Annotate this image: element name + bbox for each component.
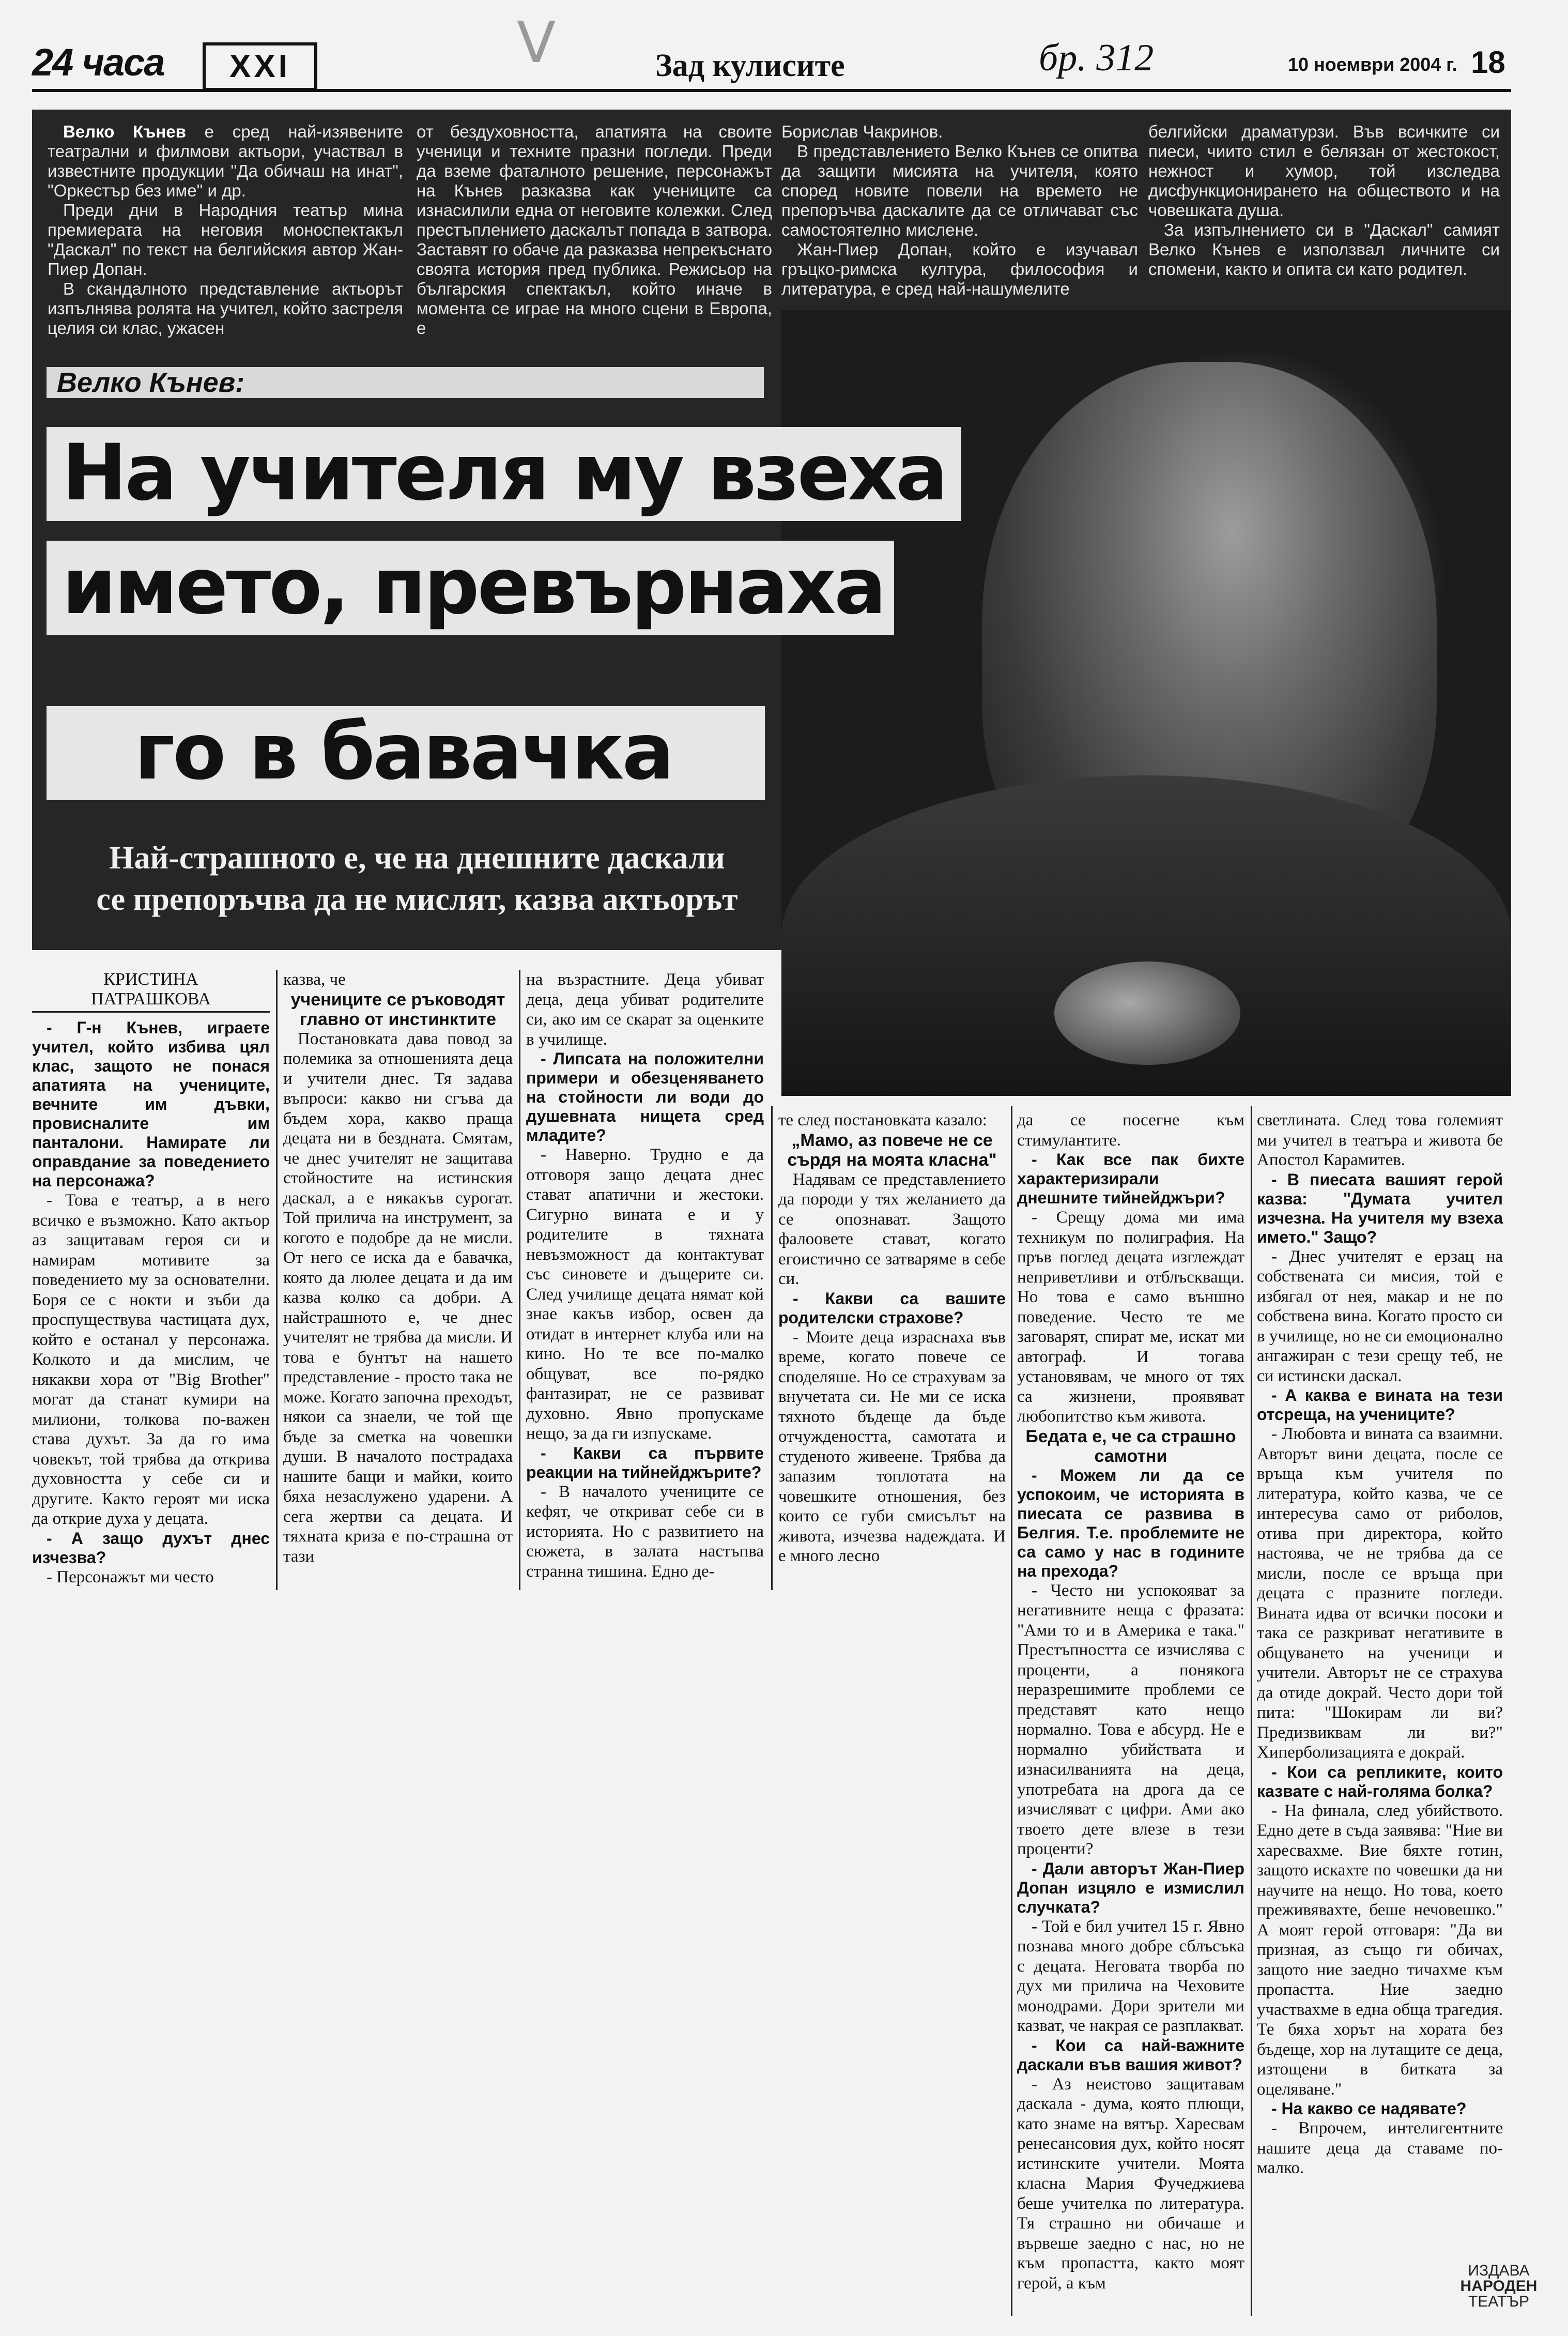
intro-column-2 (417, 122, 772, 338)
column-divider (1011, 1106, 1012, 2316)
interview-answer: - Това е театър, а в него всичко е възможно. Като актьор аз защитавам героя си и намирам мотивите за поведението му за основателни. Боря се с нокти и зъби да проспуществува частицата дух, който е останал у персонажа. Колкото и да мислим, че някакви хора от "Big Brother" могат да станат кумири на милиони, толкова по-важен става духът. За да го има човекът, той трябва да открива духовността у себе си и другите. Както героят ми иска да открие духа у децата. (32, 1191, 270, 1528)
interview-question: - На какво се надявате? (1271, 2099, 1467, 2118)
article-subheading: учениците се ръководят главно от инстинктите (290, 989, 505, 1029)
article-paragraph: казва, че (283, 970, 346, 989)
subheadline-line-1: Най-страшното е, че на днешните даскали (109, 841, 725, 876)
interview-answer: - Често ни успокояват за негативните неща с фразата: "Ами то и в Америка е така." Престъпността се изчислява с проценти, а понякога неразрешимите проблеми се представят като нещо нормално. Това е абсурд. Не е нормално убийствата и изнасилванията на деца, употребата на дрога да се изчисляват с цифри. Ами ако твоето дете влезе в тези проценти? (1017, 1581, 1244, 1858)
handwritten-issue-note: бр. 312 (1039, 37, 1154, 79)
interview-question: - Можем ли да се успокоим, че историята в пиесата се развива в Белгия. Т.е. проблемите не са само у нас в годините на прехода? (1017, 1465, 1244, 1580)
intro-paragraph: от бездуховността, апатията на своите ученици и техните празни погледи. Преди да вземе фаталното решение, персонажът на Кънев разказва как учениците са изнасилили една от неговите колежки. След престъплението даскалът попада в затвора. Заставят го обаче да разказва непрекъснато своята история пред публика. Режисьор на българския спектакъл, който иначе в момента се играе на много сцени в Европа, е (417, 122, 772, 338)
intro-paragraph: Преди дни в Народния театър мина премиерата на неговия моноспектакъл "Даскал" по текст на белгийския автор Жан-Пиер Допан. (48, 201, 403, 279)
article-subheading: „Мамо, аз повече не се сърдя на моята класна" (787, 1130, 997, 1170)
interview-answer: - Срещу дома ми има техникум по полиграфия. На пръв поглед децата изглеждат неприветливи и отблъскващи. Но това е само външно поведение. Често те ме заговарят, спират ме, искат ми автограф. И тогава установявам, че много от тях са жизнени, проявяват любопитство към живота. (1017, 1208, 1244, 1426)
interview-question: - Кои са най-важните даскали във вашия живот? (1017, 2036, 1244, 2074)
interview-answer: - Той е бил учител 15 г. Явно познава много добре сблъсъка с децата. Неговата творба по дух ми прилича на Чеховите монодрами. Дори зрители ми казват, че накрая се разплакват. (1017, 1917, 1244, 2035)
interview-question: - Г-н Кънев, играете учител, който избива цял клас, защото не понася апатията на учениците, вечните им дъвки, провисналите им панталони. Намирате ли оправдание за поведението на персонажа? (32, 1018, 270, 1190)
portrait-photo-hand (1054, 961, 1240, 1065)
article-subheading: Бедата е, че са страшно самотни (1025, 1426, 1236, 1466)
article-column-6 (1257, 1110, 1503, 2178)
article-column-1 (32, 1018, 270, 1587)
byline (32, 970, 270, 1009)
article-column-4 (778, 1110, 1006, 1566)
headline-line-3: го в бавачка (47, 706, 765, 800)
intro-column-3 (781, 122, 1138, 299)
article-column-3 (526, 970, 764, 1581)
article-paragraph: да се посегне към стимулантите. (1017, 1111, 1244, 1150)
interview-question: - А защо духът днес изчезва? (32, 1529, 270, 1567)
stamp-line: НАРОДЕН (1460, 2278, 1538, 2295)
column-divider (1251, 1106, 1252, 2316)
interview-answer: - Любовта и вината са взаимни. Авторът вини децата, после се връща към учителя по литература, който казва, че се интересува само от риболов, отива при директора, който настоява, че не трябва да се мисли, после се връща при децата с празните погледи. Вината идва от всички посоки и така се разкриват негативите в общуването на ученици и учители. Авторът не се страхува да отиде докрай. Често дори той пита: "Шокирам ли ви? Предизвиквам ли ви?" Хиперболизацията е докрай. (1257, 1425, 1503, 1762)
newspaper-logo-box: XXI (203, 42, 317, 91)
theatre-stamp (1452, 2263, 1545, 2310)
intro-paragraph: Жан-Пиер Допан, който е изучавал гръцко-римска култура, философия и литература, е сред най-нашумелите (781, 240, 1138, 298)
interview-answer: - Персонажът ми често (47, 1567, 214, 1586)
intro-paragraph: Велко Кънев е сред най-изявените театрални и филмови актьори, участвал в известните продукции "Да обичаш на инат", "Оркестър без име" и др. (48, 122, 403, 200)
intro-paragraph: В представлението Велко Кънев се опитва да защити мисията на учителя, която според новите повели на времето не препоръчва даскалите да се отличават със самостоятелно мислене. (781, 142, 1138, 239)
stamp-line: ТЕАТЪР (1468, 2293, 1530, 2310)
article-paragraph: светлината. След това големият ми учител в театъра и живота бе Апостол Карамитев. (1257, 1111, 1503, 1169)
byline-rule (32, 1011, 270, 1013)
intro-paragraph: Борислав Чакринов. (781, 122, 943, 141)
interview-question: - Как все пак бихте характеризирали днешните тийнейджъри? (1017, 1150, 1244, 1207)
interview-answer: - Аз неистово защитавам даскала - дума, която плющи, като знаме на вятър. Харесвам ренесансовия дух, който носят истинските учители. Моята класна Мария Фучеджиева беше учителка по литература. Тя страшно ни обичаше и вървеше заедно с нас, но не към пропастта, както моят герой, а към (1017, 2074, 1244, 2293)
intro-column-4 (1148, 122, 1500, 279)
intro-paragraph: За изпълнението си в "Даскал" самият Велко Кънев е използвал личните си спомени, както и опита си като родител. (1148, 220, 1500, 279)
interview-question: - Кои са репликите, които казвате с най-голяма болка? (1257, 1762, 1503, 1800)
column-divider (771, 1106, 773, 1590)
intro-column-1 (48, 122, 403, 338)
interview-answer: - В началото учениците се кефят, че откриват себе си в историята. Но с развитието на сюжета, в залата настъпва странна тишина. Едно де- (526, 1482, 764, 1581)
column-divider (519, 970, 520, 1590)
interview-question: - Какви са първите реакции на тийнейджърите? (526, 1443, 764, 1482)
article-paragraph: Надявам се представлението да породи у тях желанието да се опознават. Защото фалоовете стават, когато егоистично се затваряме в себе си. (778, 1170, 1006, 1288)
interview-answer: - Днес учителят е ерзац на собствената си мисия, той е избягал от нея, макар и не по собствена вина. Когато просто си в училище, но не си емоционално ангажиран с тези срещу теб, не си истински даскал. (1257, 1247, 1503, 1385)
interview-question: - Какви са вашите родителски страхове? (778, 1289, 1006, 1327)
interview-question: - Дали авторът Жан-Пиер Допан изцяло е измислил случката? (1017, 1859, 1244, 1916)
interview-question: - Липсата на положителни примери и обезценяването на стойности ли води до душевната нищета сред младите? (526, 1049, 764, 1144)
intro-paragraph: В скандалното представление актьорът изпълнява ролята на учител, който застреля целия си клас, ужасен (48, 279, 403, 338)
interview-answer: - Моите деца израснаха във време, когато повече се споделяше. Но се страхувам за внучетата си. Не ми се иска тяхното бъдеще да бъде отчуждеността, самотата и студеното живеене. Трябва да запазим топлотата на човешките отношения, без които се губи смисълът на живота, изчезва надеждата. И е много лесно (778, 1327, 1006, 1565)
interview-question: - В пиесата вашият герой казва: "Думата учител изчезна. На учителя му взеха името." Защо? (1257, 1170, 1503, 1246)
byline-last-name: ПАТРАШКОВА (91, 989, 211, 1009)
interview-answer: - Впрочем, интелигентните нашите деца да ставаме по-малко. (1257, 2119, 1503, 2177)
article-column-5 (1017, 1110, 1244, 2293)
column-divider (276, 970, 278, 1590)
interview-answer: - Наверно. Трудно е да отговоря защо децата днес стават апатични и жестоки. Сигурно вината е и у родителите в тяхната невъзможност да контактуват със синовете и дъщерите си. След училище децата нямат кой знае какъв избор, освен да отидат в интернет клуба или на кино. Но те все по-малко общуват, все по-рядко фантазират, не се развиват духовно. Явно пропускаме нещо, за да ги изпускаме. (526, 1146, 764, 1443)
article-paragraph: Постановката дава повод за полемика за отношенията деца и учители днес. Тя задава въпроси: какво ни сгъва да бъдем хора, какво праща децата ни в бездната. Смятам, че днес учителят не защитава стойностите на истинския даскал, а е някакъв сурогат. Той прилича на инструмент, за когото е подобре да не мисли. От него се иска да е бавачка, която да люлее децата и да им казва колко са добри. А найстрашното е, че днес учителят не трябва да мисли. И това е бунтът на нашето представление - просто така не може. Когато започна преходът, някои са знаели, че той ще бъде за сметка на човешки души. В началото пострадаха нашите бащи и майки, които бяха незаслужено ударени. А сега жертви са децата. И тяхната криза е по-страшна от тази (283, 1029, 513, 1566)
intro-paragraph: белгийски драматурзи. Във всичките си пиеси, чиито стил е белязан от жестокост, нежност и хумор, той изследва дисфункционирането на обществото и на човешката душа. (1148, 122, 1500, 220)
byline-first-name: КРИСТИНА (103, 970, 198, 989)
section-title: Зад кулисите (655, 48, 845, 83)
issue-date: 10 ноември 2004 г. (1288, 54, 1457, 75)
interview-answer: - На финала, след убийството. Едно дете в съда заявява: "Ние ви харесвахме. Вие бяхте готин, защото искахте по човешки да ни научите на нещо. Но това, което преживявахте, беше нечовешко." А моят герой отговаря: "Да ви призная, аз също ги обичах, защото ние заедно тичахме към пропастта. Ние заедно участвахме в една обща трагедия. Те бяха хорът на хората без бъдеще, хор на лутащите се деца, изтощени в битката за оцеляване." (1257, 1801, 1503, 2099)
pen-check-mark: V (517, 9, 556, 75)
interview-question: - А каква е вината на тези отсреща, на учениците? (1257, 1386, 1503, 1424)
headline-line-2: името, превърнаха (47, 541, 894, 635)
headline-line-1: На учителя му взеха (47, 427, 961, 521)
page-number: 18 (1471, 45, 1505, 80)
subheadline-line-2: се препоръчва да не мислят, казва актьорът (96, 882, 738, 917)
stamp-line: ИЗДАВА (1468, 2262, 1530, 2279)
subheadline (48, 837, 787, 920)
article-column-2 (283, 970, 513, 1566)
headline-kicker: Велко Кънев: (47, 367, 764, 398)
article-paragraph: на възрастните. Деца убиват деца, деца убиват родителите си, ако им се скарат за оценките в училище. (526, 970, 764, 1049)
article-paragraph: те след постановката казало: (778, 1111, 987, 1129)
masthead-rule (32, 89, 1511, 92)
newspaper-logo: 24 часа (32, 41, 164, 84)
